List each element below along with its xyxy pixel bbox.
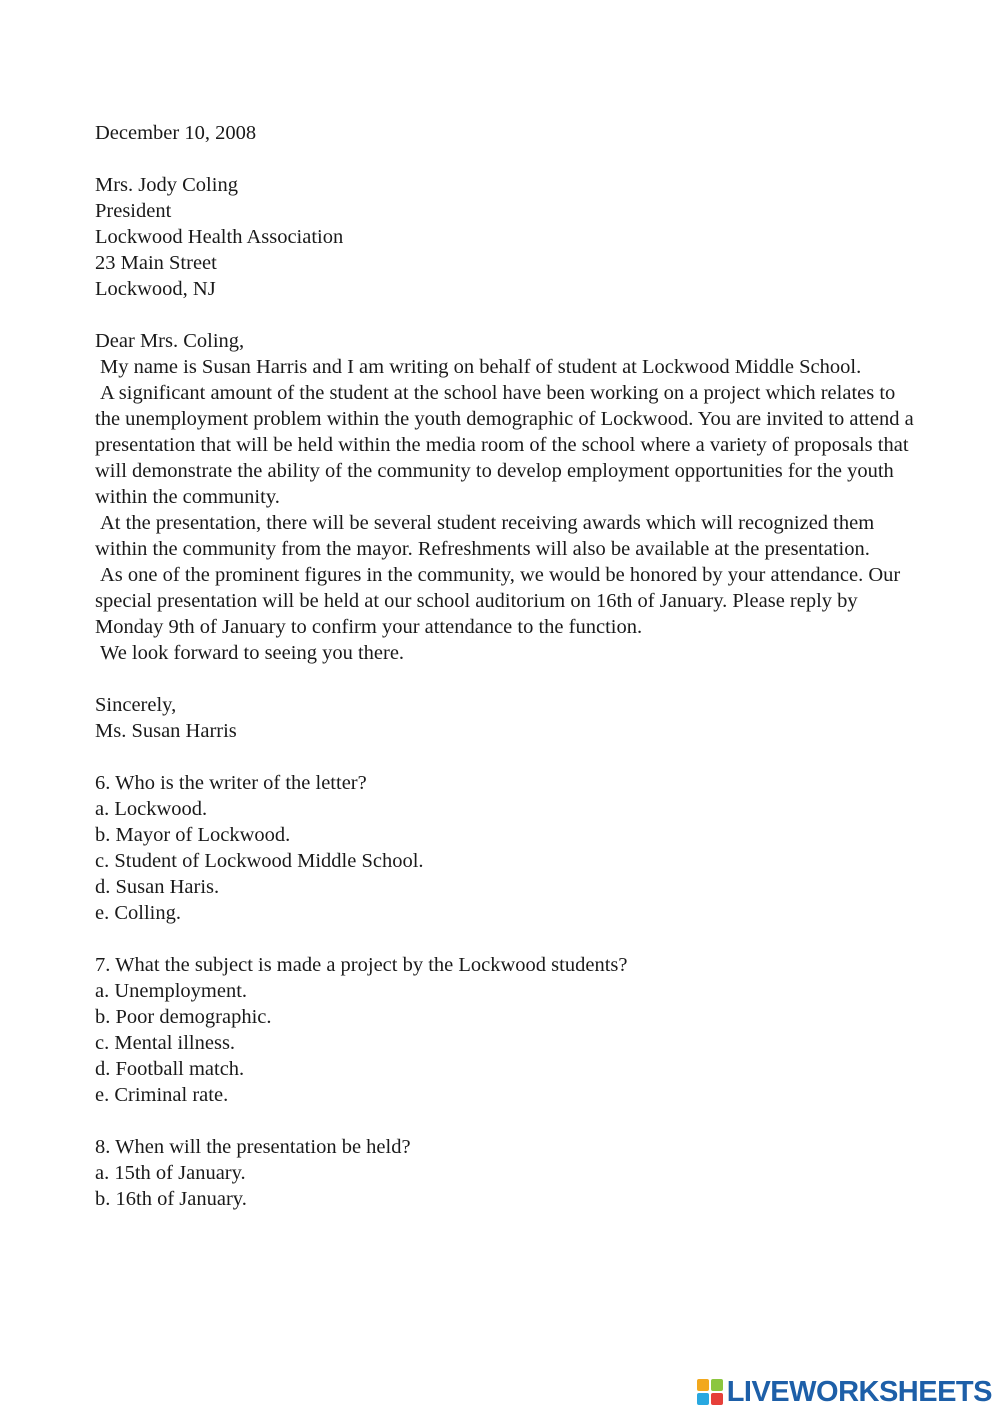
liveworksheets-logo-icon <box>697 1379 723 1405</box>
letter-date: December 10, 2008 <box>95 122 257 144</box>
answer-option[interactable]: c. Mental illness. <box>95 1032 236 1054</box>
answer-option[interactable]: e. Colling. <box>95 902 181 924</box>
question-6 <box>95 770 915 926</box>
answer-option[interactable]: a. 15th of January. <box>95 1162 246 1184</box>
recipient-organization: Lockwood Health Association <box>95 226 344 248</box>
letter-paragraph: A significant amount of the student at the school have been working on a project which relates to the unemployment problem within the youth demographic of Lockwood. You are invited to attend a presentation that will be held within the media room of the school where a variety of proposals that will demonstrate the ability of the community to develop employment opportunities for the youth within the community. <box>95 382 914 508</box>
liveworksheets-watermark <box>697 1377 992 1407</box>
answer-option[interactable]: d. Football match. <box>95 1058 245 1080</box>
letter-paragraph: My name is Susan Harris and I am writing on behalf of student at Lockwood Middle School. <box>100 356 862 378</box>
answer-option[interactable]: c. Student of Lockwood Middle School. <box>95 850 424 872</box>
answer-option[interactable]: b. 16th of January. <box>95 1188 247 1210</box>
question-text: 8. When will the presentation be held? <box>95 1136 411 1158</box>
letter-paragraph: At the presentation, there will be several student receiving awards which will recognized them within the community from the mayor. Refreshments will also be available at the presentation. <box>95 512 875 560</box>
recipient-city: Lockwood, NJ <box>95 278 216 300</box>
letter-paragraph: As one of the prominent figures in the community, we would be honored by your attendance. Our special presentation will be held at our school auditorium on 16th of January. Please reply by Monday 9th of January to confirm your attendance to the function. <box>95 564 901 638</box>
answer-option[interactable]: d. Susan Haris. <box>95 876 220 898</box>
recipient-name: Mrs. Jody Coling <box>95 174 238 196</box>
question-8 <box>95 1134 915 1212</box>
recipient-address <box>95 172 915 302</box>
answer-option[interactable]: b. Mayor of Lockwood. <box>95 824 291 846</box>
answer-option[interactable]: a. Unemployment. <box>95 980 248 1002</box>
letter-paragraph: We look forward to seeing you there. <box>100 642 405 664</box>
answer-option[interactable]: e. Criminal rate. <box>95 1084 229 1106</box>
signature: Ms. Susan Harris <box>95 720 237 742</box>
watermark-text: LIVEWORKSHEETS <box>726 1376 992 1408</box>
salutation: Dear Mrs. Coling, <box>95 330 245 352</box>
answer-option[interactable]: a. Lockwood. <box>95 798 208 820</box>
closing: Sincerely, <box>95 694 177 716</box>
question-text: 7. What the subject is made a project by the Lockwood students? <box>95 954 628 976</box>
question-text: 6. Who is the writer of the letter? <box>95 772 367 794</box>
answer-option[interactable]: b. Poor demographic. <box>95 1006 272 1028</box>
recipient-title: President <box>95 200 172 222</box>
question-7 <box>95 952 915 1108</box>
worksheet-page <box>95 120 915 1212</box>
recipient-street: 23 Main Street <box>95 252 217 274</box>
